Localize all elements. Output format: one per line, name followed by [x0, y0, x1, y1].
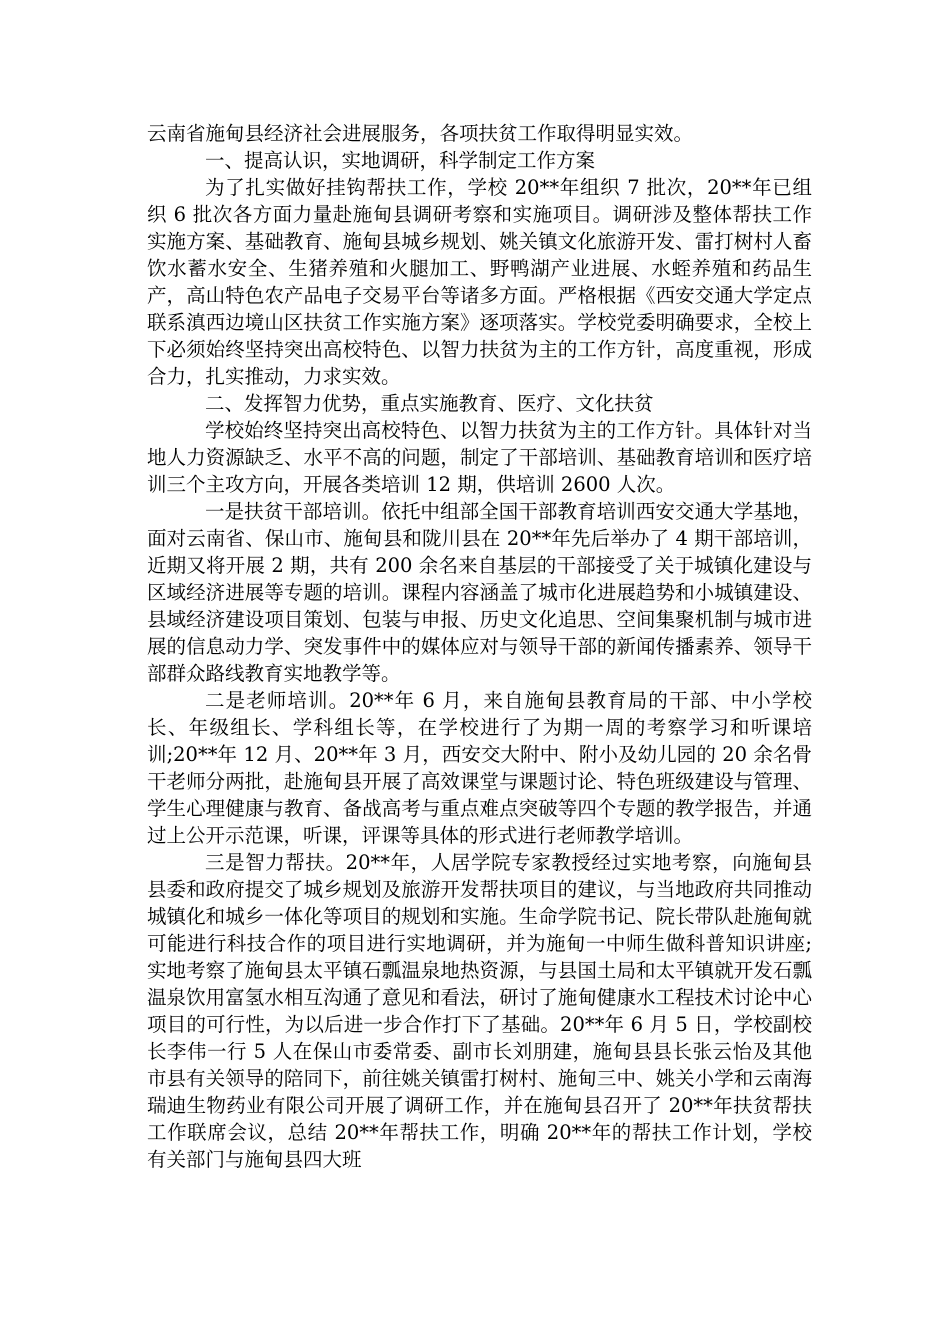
document-page	[147, 120, 812, 1173]
paragraph-cadre-training: 一是扶贫干部培训。依托中组部全国干部教育培训西安交通大学基地，面对云南省、保山市、施甸县和陇川县在 20**年先后举办了 4 期干部培训，近期又将开展 2 期，共有 200 余名来自基层的干部接受了关于城镇化建设与区域经济进展等专题的培训。课程内容涵盖了城市化进展趋势和小城镇建设、县域经济建设项目策划、包装与申报、历史文化追思、空间集聚机制与城市进展的信息动力学、突发事件中的媒体应对与领导干部的新闻传播素养、领导干部群众路线教育实地教学等。	[147, 500, 812, 685]
paragraph-continuation: 云南省施甸县经济社会进展服务，各项扶贫工作取得明显实效。	[147, 122, 694, 145]
paragraph-teacher-training: 二是老师培训。20**年 6 月，来自施甸县教育局的干部、中小学校长、年级组长、学科组长等，在学校进行了为期一周的考察学习和听课培训;20**年 12 月、20**年 3 月，西安交大附中、附小及幼儿园的 20 余名骨干老师分两批，赴施甸县开展了高效课堂与课题讨论、特色班级建设与管理、学生心理健康与教育、备战高考与重点难点突破等四个专题的教学报告，并通过上公开示范课，听课，评课等具体的形式进行老师教学培训。	[147, 689, 812, 847]
paragraph-training-overview: 学校始终坚持突出高校特色、以智力扶贫为主的工作方针。具体针对当地人力资源缺乏、水平不高的问题，制定了干部培训、基础教育培训和医疗培训三个主攻方向，开展各类培训 12 期，供培训 2600 人次。	[147, 419, 812, 496]
section-heading-2: 二、发挥智力优势，重点实施教育、医疗、文化扶贫	[205, 392, 654, 415]
section-heading-1: 一、提高认识，实地调研，科学制定工作方案	[205, 149, 596, 172]
paragraph-intellectual-support: 三是智力帮扶。20**年，人居学院专家教授经过实地考察，向施甸县县委和政府提交了城乡规划及旅游开发帮扶项目的建议，与当地政府共同推动城镇化和城乡一体化等项目的规划和实施。生命学院书记、院长带队赴施甸就可能进行科技合作的项目进行实地调研，并为施甸一中师生做科普知识讲座;实地考察了施甸县太平镇石瓢温泉地热资源，与县国土局和太平镇就开发石瓢温泉饮用富氢水相互沟通了意见和看法，研讨了施甸健康水工程技术讨论中心项目的可行性，为以后进一步合作打下了基础。20**年 6 月 5 日，学校副校长李伟一行 5 人在保山市委常委、副市长刘朋建，施甸县县长张云怡及其他市县有关领导的陪同下，前往姚关镇雷打树村、施甸三中、姚关小学和云南海瑞迪生物药业有限公司开展了调研工作，并在施甸县召开了 20**年扶贫帮扶工作联席会议，总结 20**年帮扶工作，明确 20**年的帮扶工作计划，学校有关部门与施甸县四大班	[147, 851, 812, 1171]
paragraph-research: 为了扎实做好挂钩帮扶工作，学校 20**年组织 7 批次，20**年已组织 6 批次各方面力量赴施甸县调研考察和实施项目。调研涉及整体帮扶工作实施方案、基础教育、施甸县城乡规划、姚关镇文化旅游开发、雷打树村人畜饮水蓄水安全、生猪养殖和火腿加工、野鸭湖产业进展、水蛭养殖和药品生产，高山特色农产品电子交易平台等诸多方面。严格根据《西安交通大学定点联系滇西边境山区扶贫工作实施方案》逐项落实。学校党委明确要求，全校上下必须始终坚持突出高校特色、以智力扶贫为主的工作方针，高度重视，形成合力，扎实推动，力求实效。	[147, 176, 812, 388]
